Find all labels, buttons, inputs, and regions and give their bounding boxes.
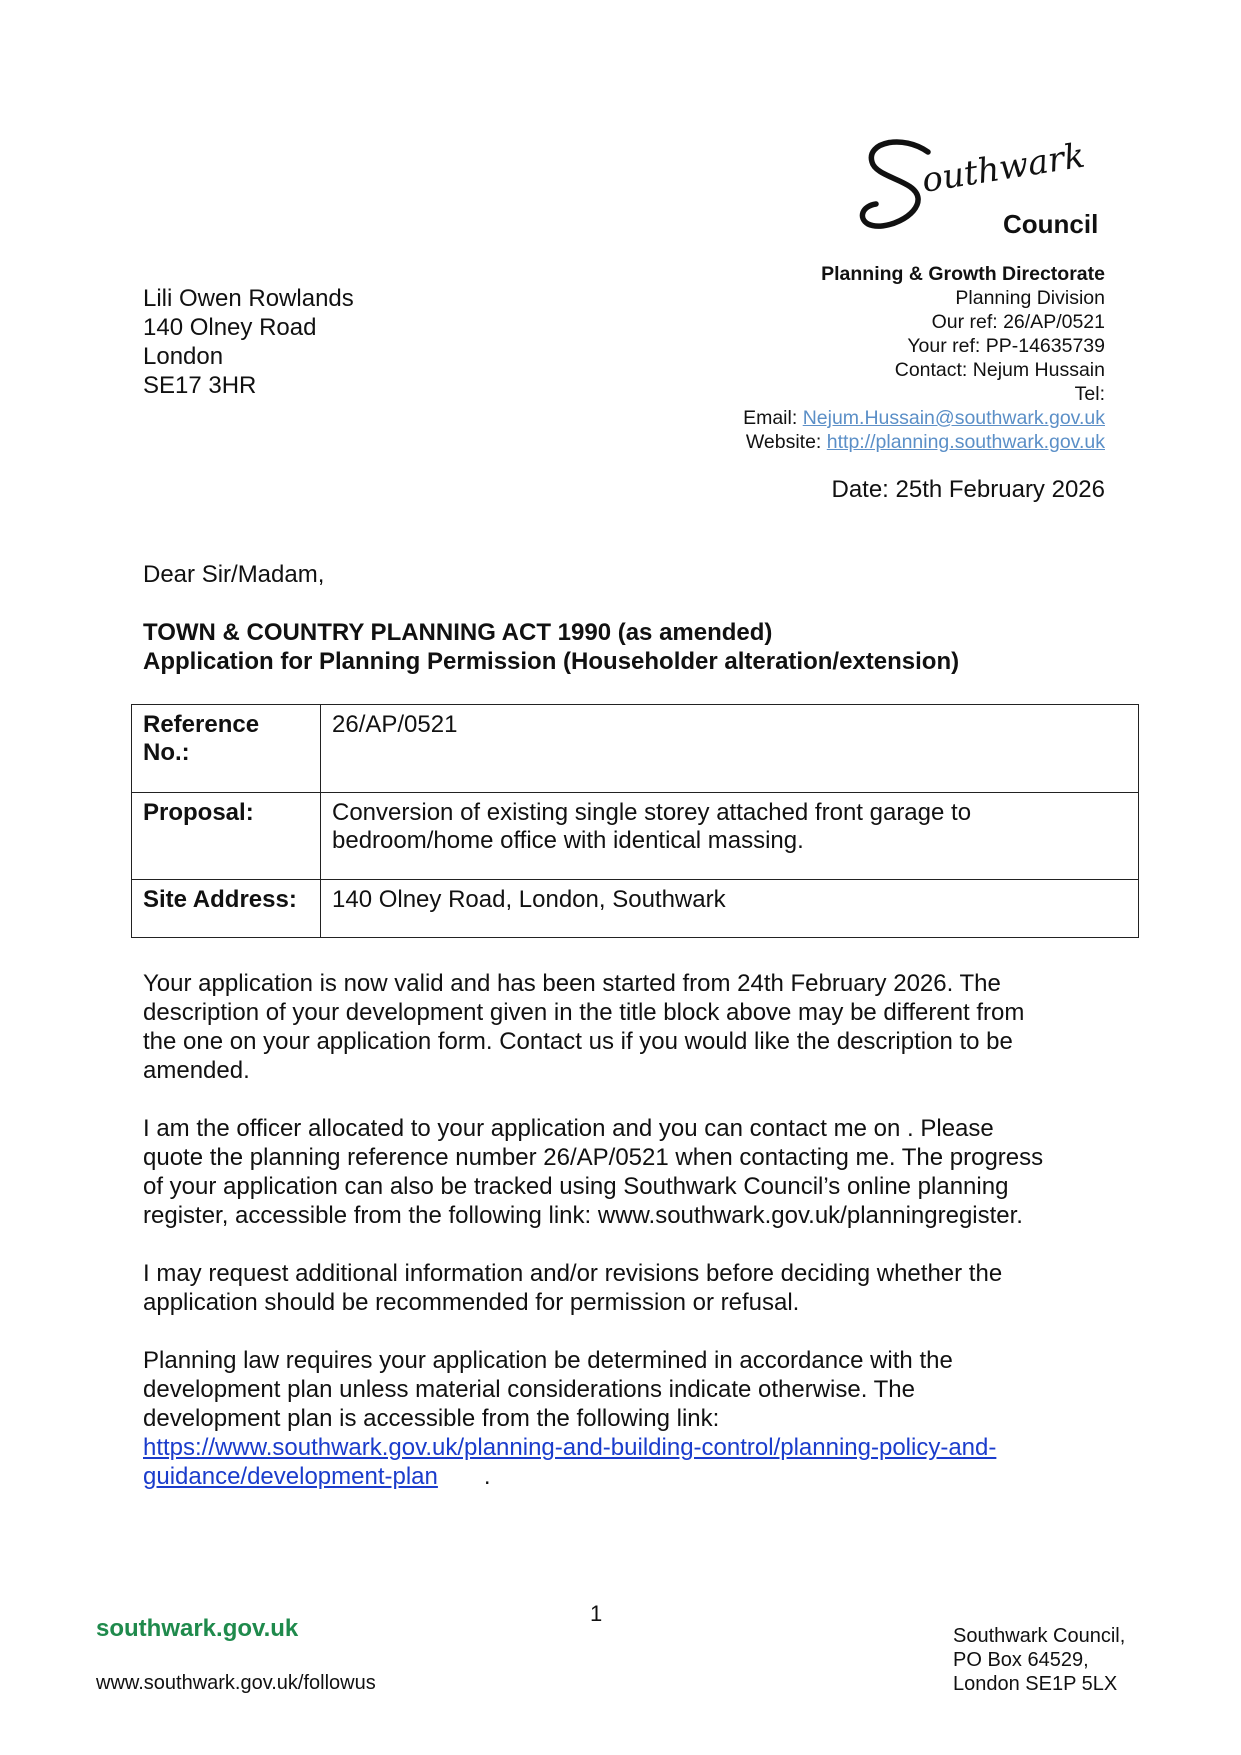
- logo-wordmark: outhwark: [919, 135, 1088, 201]
- development-plan-link-line: [143, 1462, 1123, 1491]
- paragraph-officer: [143, 1114, 1123, 1230]
- development-plan-link[interactable]: https://www.southwark.gov.uk/planning-and-building-control/planning-policy-and-: [143, 1434, 997, 1461]
- paragraph-line: Your application is now valid and has been started from 24th February 2026. The: [143, 970, 1001, 997]
- department-contact-block: [665, 262, 1105, 454]
- proposal-value: [321, 793, 1139, 880]
- link-period: .: [483, 1463, 491, 1490]
- recipient-street: 140 Olney Road: [143, 314, 317, 341]
- our-reference: Our ref: 26/AP/0521: [931, 311, 1105, 333]
- paragraph-line: Planning law requires your application be determined in accordance with the: [143, 1347, 953, 1374]
- paragraph-line: I may request additional information and/or revisions before deciding whether the: [143, 1260, 1003, 1287]
- paragraph-validation: [143, 969, 1123, 1085]
- proposal-line1: Conversion of existing single storey attached front garage to: [332, 799, 972, 826]
- footer-website[interactable]: southwark.gov.uk: [96, 1615, 299, 1642]
- recipient-name: Lili Owen Rowlands: [143, 285, 354, 312]
- paragraph-line: the one on your application form. Contact us if you would like the description to be: [143, 1028, 1013, 1055]
- your-reference: Your ref: PP-14635739: [907, 335, 1105, 357]
- page-number: 1: [590, 1601, 603, 1626]
- paragraph-planning-law: [143, 1346, 1123, 1491]
- paragraph-line: quote the planning reference number 26/AP/0521 when contacting me. The progress: [143, 1144, 1044, 1171]
- reference-value: 26/AP/0521: [321, 705, 1139, 793]
- paragraph-line: amended.: [143, 1057, 250, 1084]
- paragraph-line: development plan unless material considerations indicate otherwise. The: [143, 1376, 915, 1403]
- reference-label-line1: Reference: [143, 711, 260, 738]
- logo-mark: [858, 128, 1106, 244]
- recipient-postcode: SE17 3HR: [143, 372, 257, 399]
- paragraph-line: development plan is accessible from the following link:: [143, 1405, 720, 1432]
- logo-subtitle: Council: [1003, 209, 1099, 239]
- contact-name: Contact: Nejum Hussain: [894, 359, 1105, 381]
- paragraph-line: application should be recommended for permission or refusal.: [143, 1289, 800, 1316]
- footer-address-line: London SE1P 5LX: [953, 1673, 1118, 1695]
- paragraph-line: I am the officer allocated to your application and you can contact me on . Please: [143, 1115, 994, 1142]
- application-details-table: [131, 704, 1139, 938]
- paragraph-line: description of your development given in the title block above may be different from: [143, 999, 1025, 1026]
- proposal-line2: bedroom/home office with identical massing.: [332, 827, 804, 854]
- website-label: Website:: [745, 431, 822, 453]
- footer-address-line: Southwark Council,: [953, 1625, 1126, 1647]
- telephone: Tel:: [1074, 383, 1105, 405]
- paragraph-line: register, accessible from the following link: www.southwark.gov.uk/planningregister.: [143, 1202, 1023, 1229]
- letter-heading: [143, 618, 959, 676]
- website-line: [665, 430, 1105, 454]
- table-row: [132, 880, 1139, 938]
- development-plan-link[interactable]: guidance/development-plan: [143, 1463, 438, 1490]
- footer-followus-link[interactable]: www.southwark.gov.uk/followus: [96, 1672, 376, 1694]
- site-address-value: 140 Olney Road, London, Southwark: [321, 880, 1139, 938]
- table-row: [132, 705, 1139, 793]
- reference-label: [132, 705, 321, 793]
- recipient-address: [143, 284, 354, 400]
- letter-date: Date: 25th February 2026: [831, 476, 1105, 503]
- footer-address-line: PO Box 64529,: [953, 1649, 1089, 1671]
- website-link[interactable]: http://planning.southwark.gov.uk: [826, 431, 1105, 453]
- paragraph-line: of your application can also be tracked using Southwark Council’s online planning: [143, 1173, 1009, 1200]
- salutation: Dear Sir/Madam,: [143, 561, 325, 588]
- heading-act: TOWN & COUNTRY PLANNING ACT 1990 (as amended): [143, 619, 773, 646]
- email-line: [665, 406, 1105, 430]
- southwark-council-logo: [858, 128, 1106, 244]
- division: Planning Division: [955, 287, 1105, 309]
- site-address-label: Site Address:: [132, 880, 321, 938]
- development-plan-link-line: [143, 1433, 1123, 1462]
- proposal-label: Proposal:: [132, 793, 321, 880]
- directorate: Planning & Growth Directorate: [821, 263, 1105, 285]
- footer-postal-address: [953, 1624, 1125, 1696]
- table-row: [132, 793, 1139, 880]
- email-link[interactable]: Nejum.Hussain@southwark.gov.uk: [802, 407, 1105, 429]
- letter-body: [143, 969, 1123, 1520]
- paragraph-additional-info: [143, 1259, 1123, 1317]
- recipient-city: London: [143, 343, 224, 370]
- heading-application-type: Application for Planning Permission (Householder alteration/extension): [143, 648, 960, 675]
- email-label: Email:: [743, 407, 798, 429]
- reference-label-line2: No.:: [143, 739, 190, 766]
